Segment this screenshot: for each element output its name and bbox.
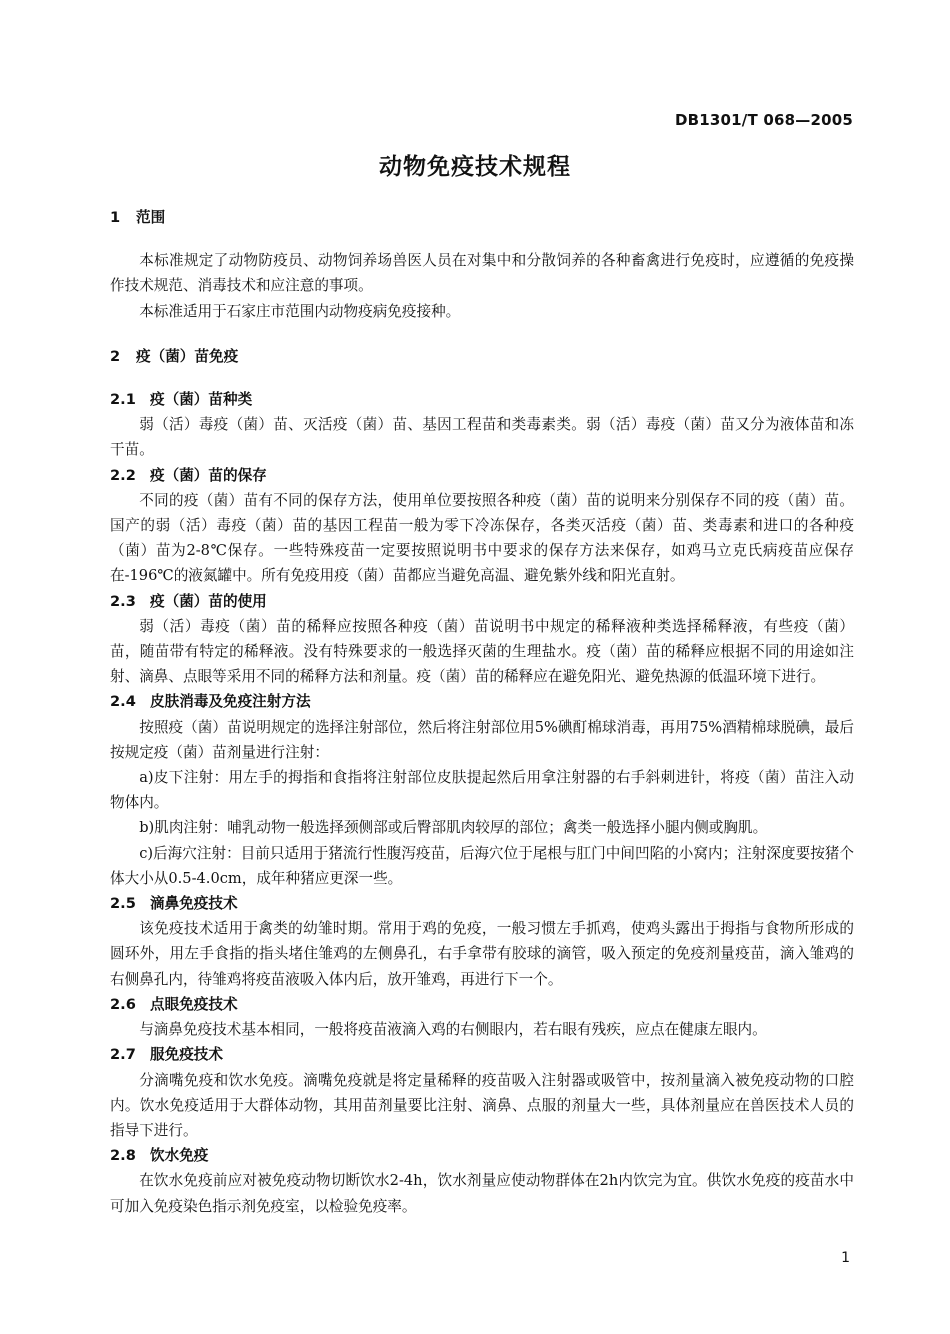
paragraph: 分滴嘴免疫和饮水免疫。滴嘴免疫就是将定量稀释的疫苗吸入注射器或吸管中，按剂量滴入被免疫动物的口腔内。饮水免疫适用于大群体动物，其用苗剂量要比注射、滴鼻、点服的剂量大一些，具体剂量应在兽医技术人员的指导下进行。 bbox=[110, 1071, 854, 1139]
subsection-heading-2-5: 2.5 滴鼻免疫技术 bbox=[110, 895, 238, 913]
section-heading-2: 2 疫（菌）苗免疫 bbox=[110, 347, 239, 365]
paragraph: 弱（活）毒疫（菌）苗的稀释应按照各种疫（菌）苗说明书中规定的稀释液种类选择稀释液，有些疫（菌）苗，随苗带有特定的稀释液。没有特殊要求的一般选择灭菌的生理盐水。疫（菌）苗的稀释应根据不同的用途如注射、滴鼻、点眼等采用不同的稀释方法和剂量。疫（菌）苗的稀释应在避免阳光、避免热源的低温环境下进行。 bbox=[110, 617, 854, 686]
document-title: 动物免疫技术规程 bbox=[379, 154, 571, 180]
subsection-heading-2-4: 2.4 皮肤消毒及免疫注射方法 bbox=[110, 693, 311, 711]
paragraph: 该免疫技术适用于禽类的幼雏时期。常用于鸡的免疫，一般习惯左手抓鸡，使鸡头露出于拇指与食物所形成的圆环外，用左手食指的指头堵住雏鸡的左侧鼻孔，右手拿带有胶球的滴管，吸入预定的免疫剂量疫苗，滴入雏鸡的右侧鼻孔内，待雏鸡将疫苗液吸入体内后，放开雏鸡，再进行下一个。 bbox=[110, 920, 854, 988]
paragraph: 弱（活）毒疫（菌）苗、灭活疫（菌）苗、基因工程苗和类毒素类。弱（活）毒疫（菌）苗又分为液体苗和冻干苗。 bbox=[110, 416, 854, 459]
page-number: 1 bbox=[841, 1250, 850, 1266]
paragraph: 本标准规定了动物防疫员、动物饲养场兽医人员在对集中和分散饲养的各种畜禽进行免疫时，应遵循的免疫操作技术规范、消毒技术和应注意的事项。 bbox=[110, 252, 854, 295]
paragraph: 不同的疫（菌）苗有不同的保存方法，使用单位要按照各种疫（菌）苗的说明来分别保存不同的疫（菌）苗。国产的弱（活）毒疫（菌）苗的基因工程苗一般为零下冷冻保存，各类灭活疫（菌）苗、类毒素和进口的各种疫（菌）苗为2-8℃保存。一些特殊疫苗一定要按照说明书中要求的保存方法来保存，如鸡马立克氏病疫苗应保存在-196℃的液氮罐中。所有免疫用疫（菌）苗都应当避免高温、避免紫外线和阳光直射。 bbox=[110, 491, 854, 585]
section-heading-1: 1 范围 bbox=[110, 209, 166, 226]
paragraph: 在饮水免疫前应对被免疫动物切断饮水2-4h，饮水剂量应使动物群体在2h内饮完为宜。供饮水免疫的疫苗水中可加入免疫染色指示剂免疫室，以检验免疫率。 bbox=[110, 1172, 854, 1215]
subsection-heading-2-7: 2.7 服免疫技术 bbox=[110, 1046, 223, 1064]
list-item: a)皮下注射：用左手的拇指和食指将注射部位皮肤提起然后用拿注射器的右手斜刺进针，将疫（菌）苗注入动物体内。 bbox=[110, 769, 854, 812]
subsection-heading-2-2: 2.2 疫（菌）苗的保存 bbox=[110, 466, 267, 484]
subsection-heading-2-1: 2.1 疫（菌）苗种类 bbox=[110, 391, 253, 409]
subsection-heading-2-6: 2.6 点眼免疫技术 bbox=[110, 995, 238, 1013]
list-item: c)后海穴注射：目前只适用于猪流行性腹泻疫苗，后海穴位于尾根与肛门中间凹陷的小窝内；注射深度要按猪个体大小从0.5-4.0cm，成年种猪应更深一些。 bbox=[110, 844, 854, 887]
document-number: DB1301/T 068—2005 bbox=[674, 111, 853, 129]
document-body bbox=[110, 205, 854, 1219]
paragraph: 与滴鼻免疫技术基本相同，一般将疫苗液滴入鸡的右侧眼内，若右眼有残疾，应点在健康左眼内。 bbox=[139, 1021, 767, 1039]
list-item: b)肌肉注射：哺乳动物一般选择颈侧部或后臀部肌肉较厚的部位；禽类一般选择小腿内侧或胸肌。 bbox=[139, 819, 768, 837]
paragraph: 本标准适用于石家庄市范围内动物疫病免疫接种。 bbox=[139, 302, 461, 320]
paragraph: 按照疫（菌）苗说明规定的选择注射部位，然后将注射部位用5%碘酊棉球消毒，再用75%酒精棉球脱碘，最后按规定疫（菌）苗剂量进行注射： bbox=[110, 718, 854, 761]
subsection-heading-2-3: 2.3 疫（菌）苗的使用 bbox=[110, 592, 267, 610]
subsection-heading-2-8: 2.8 饮水免疫 bbox=[110, 1147, 209, 1165]
